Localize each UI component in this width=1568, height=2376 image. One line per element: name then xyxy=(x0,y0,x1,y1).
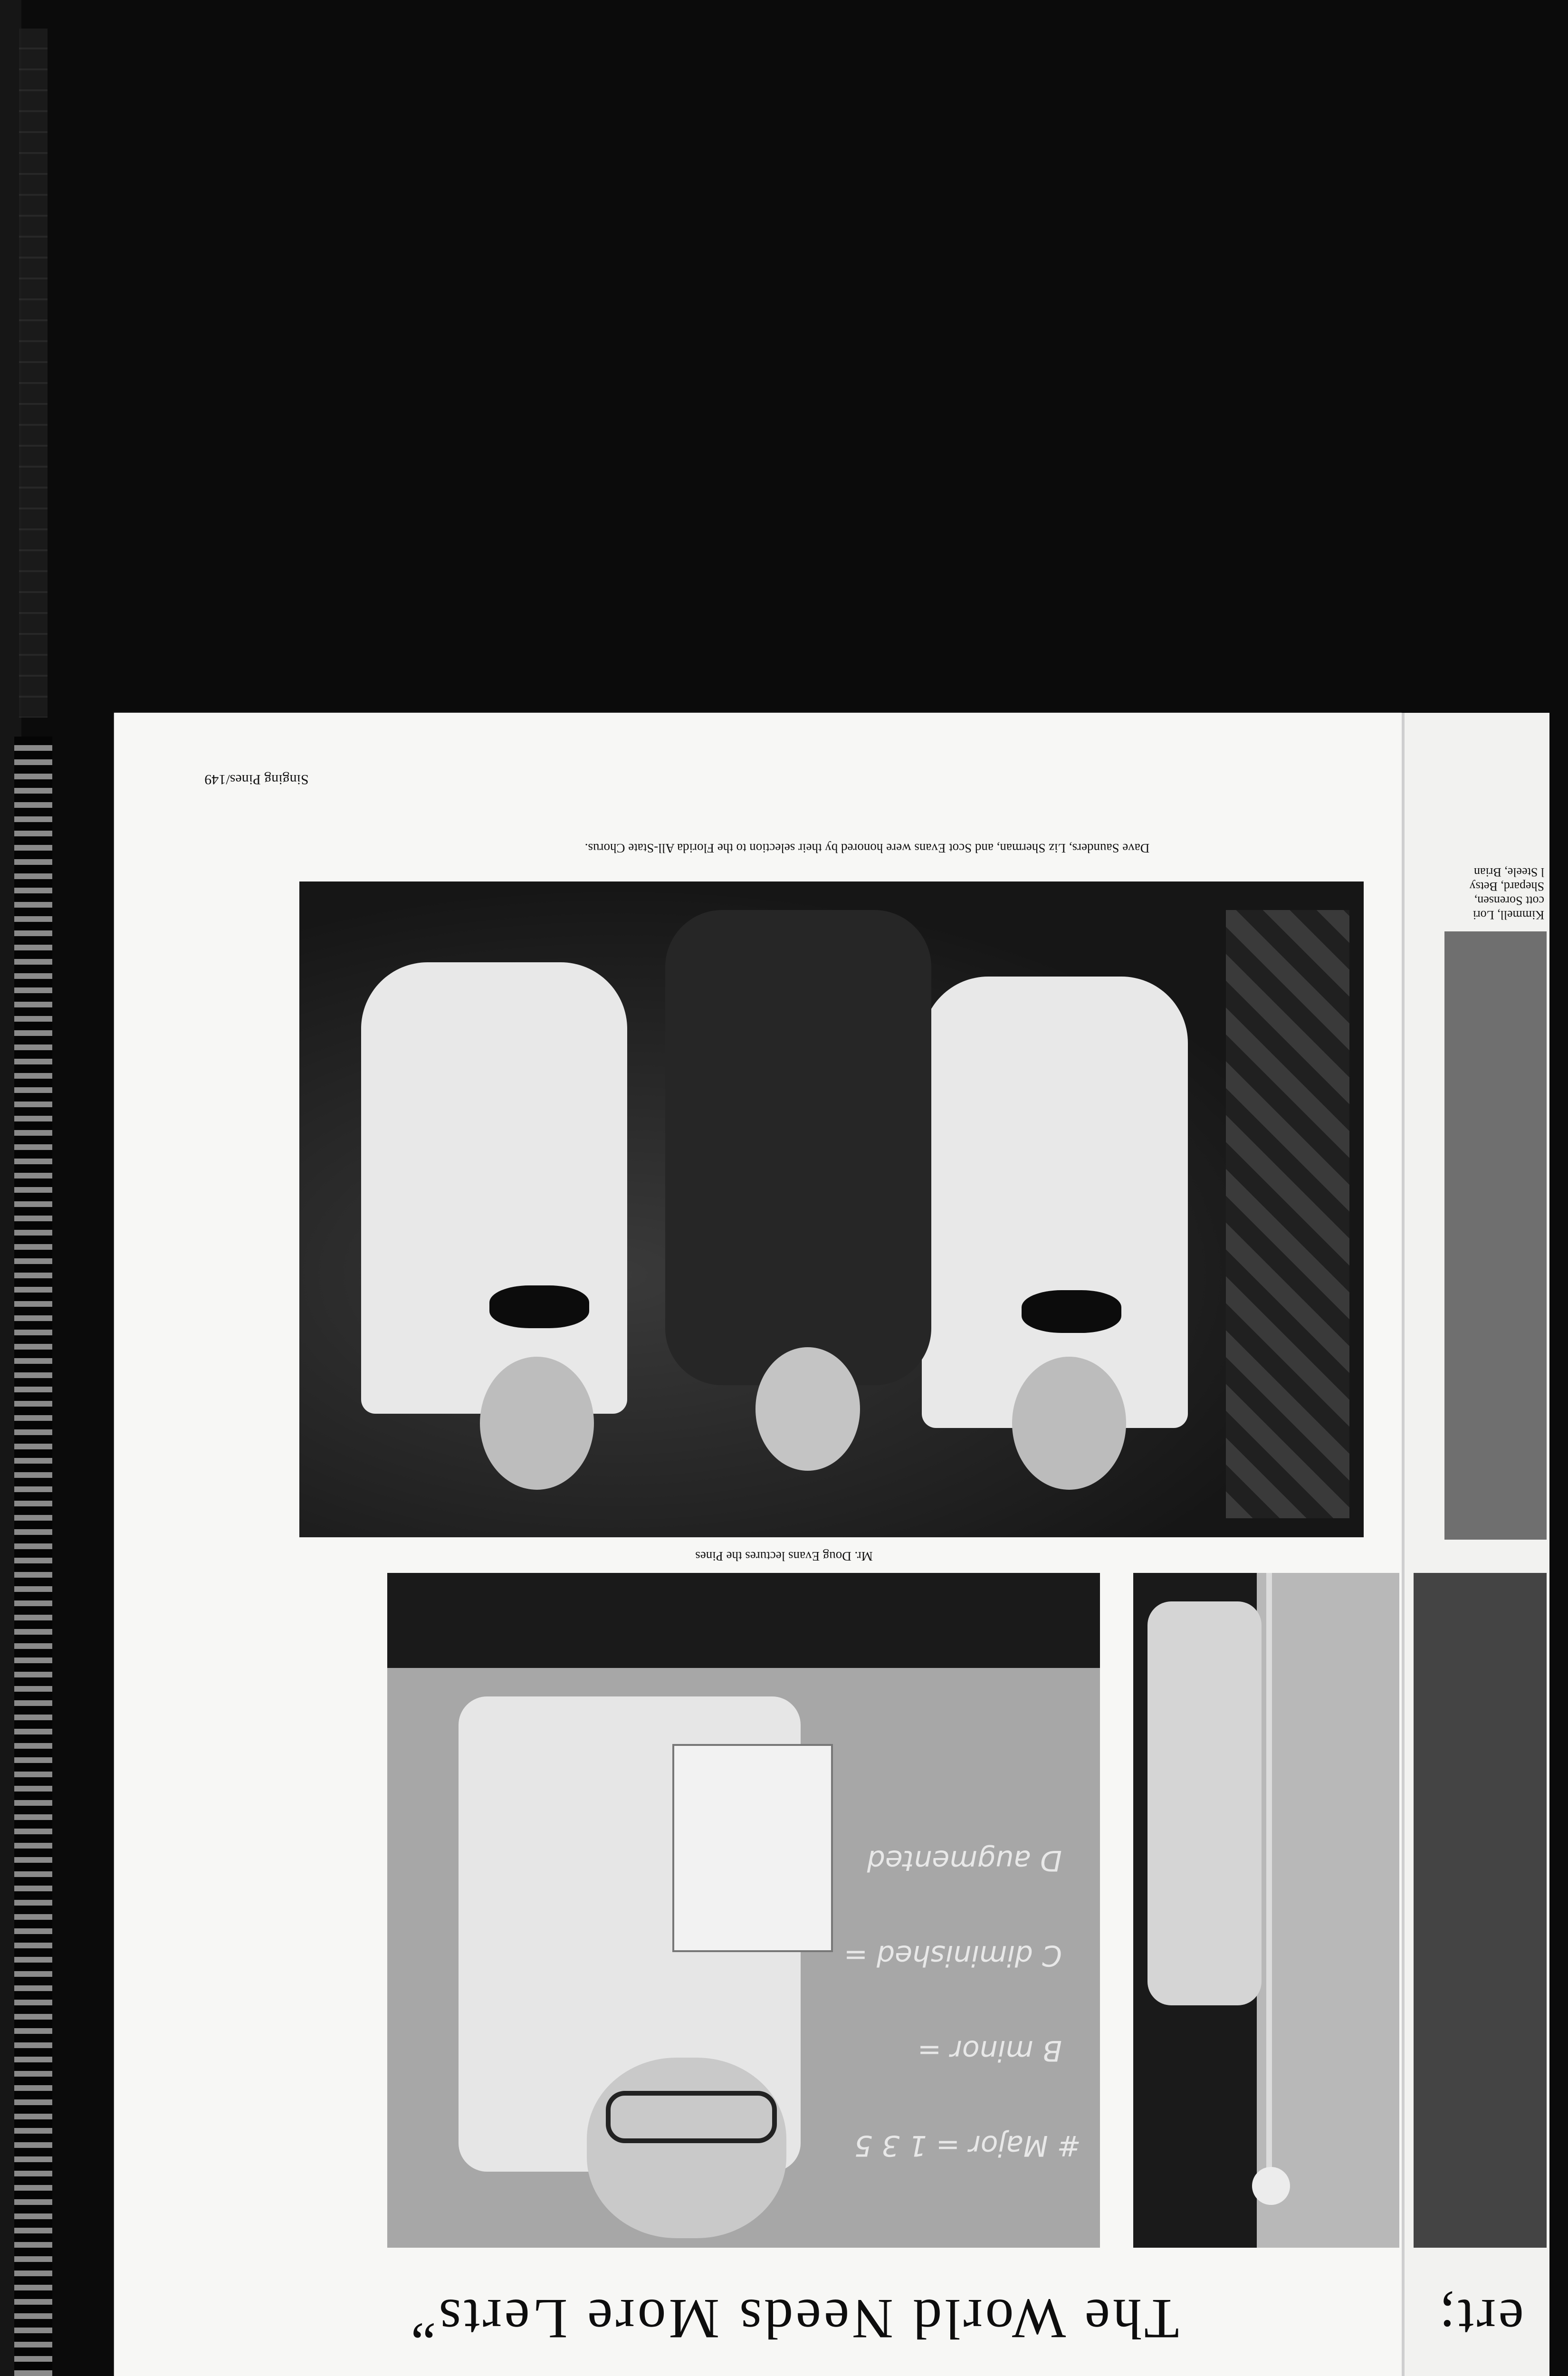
microphone-stand xyxy=(1266,1573,1272,2176)
page-folio: Singing Pines/149 xyxy=(204,772,309,787)
caption-fragment: Shepard, Betsy xyxy=(1469,880,1544,893)
teacher-head xyxy=(587,2058,786,2238)
page-headline: The World Needs More Lerts” xyxy=(408,2288,1179,2351)
dark-dress-center xyxy=(665,910,931,1385)
caption-fragment: cott Sorensen, xyxy=(1474,894,1544,908)
chalk-line: B minor = xyxy=(917,2034,1062,2067)
face-left xyxy=(480,1357,594,1490)
stage-curtain xyxy=(1257,1573,1399,2248)
face-right xyxy=(1012,1357,1126,1490)
next-page-photo-lower xyxy=(1414,1573,1547,2248)
bow-tie-right xyxy=(1022,1290,1121,1333)
singer-photo xyxy=(1133,1573,1399,2248)
singer-figure xyxy=(1147,1601,1262,2005)
trio-photo xyxy=(299,881,1364,1537)
teacher-photo xyxy=(387,1573,1100,2248)
next-page-caption xyxy=(1421,817,1544,922)
face-center xyxy=(755,1347,860,1471)
blackboard-ledge xyxy=(387,1573,1100,1668)
chalk-line: # Major = 1 3 5 xyxy=(854,2129,1081,2162)
book-binding xyxy=(14,737,52,2376)
blackboard-writing xyxy=(777,1753,1090,2181)
chalk-line: D augmented xyxy=(867,1844,1062,1877)
microphone xyxy=(1252,2167,1290,2205)
next-page-photo xyxy=(1444,931,1547,1540)
bow-tie-left xyxy=(489,1285,589,1328)
binding-shadow xyxy=(19,29,48,718)
white-tuxedo-left xyxy=(361,962,627,1414)
caption-fragment: l Steele, Brian xyxy=(1473,865,1544,879)
caption-fragment: Kimmell, Lori xyxy=(1472,908,1544,922)
patterned-chair xyxy=(1226,910,1349,1518)
teacher-photo-caption: Mr. Doug Evans lectures the Pines xyxy=(695,1549,873,1564)
chalk-line: C diminished = xyxy=(843,1939,1062,1972)
eyeglasses xyxy=(606,2091,777,2143)
trio-photo-caption: Dave Saunders, Liz Sherman, and Scot Evans were honored by their selection to the Florida All-State Chorus. xyxy=(584,841,1150,856)
next-page-headline-fragment: ert; xyxy=(1436,2288,1524,2351)
